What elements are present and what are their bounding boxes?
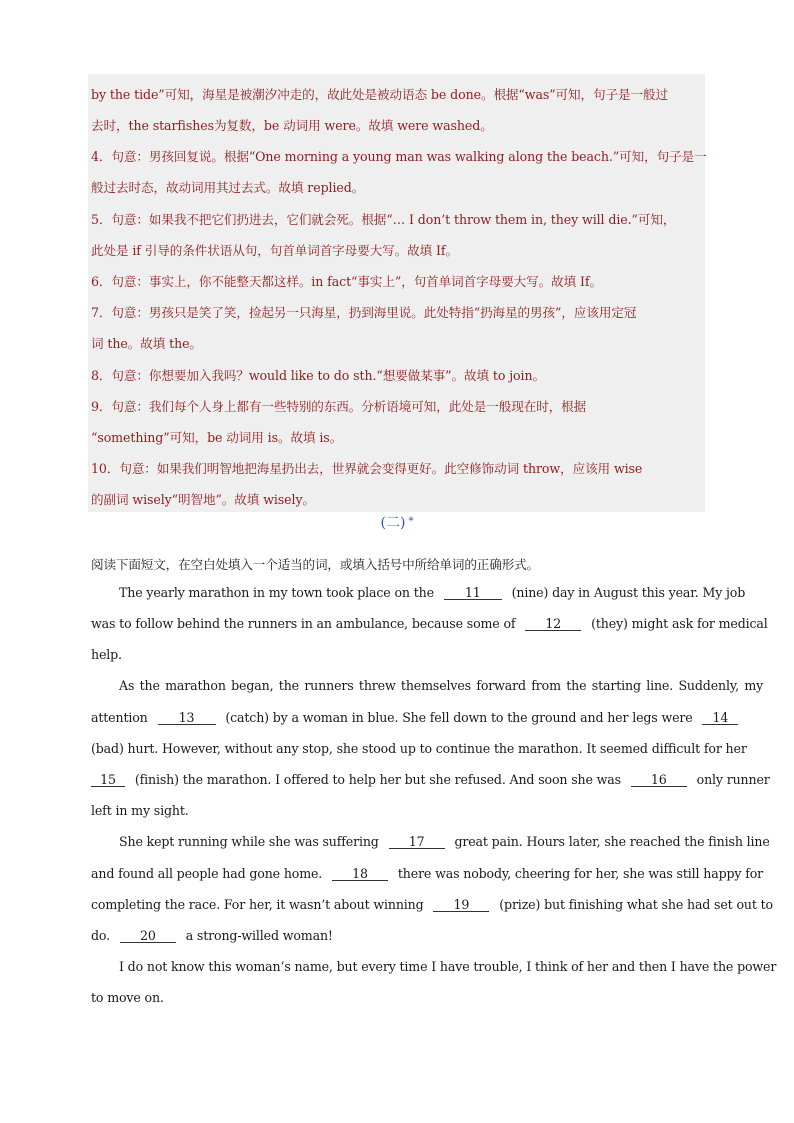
blank-11: 11 (444, 586, 502, 600)
answer-line: 4．句意：男孩回复说。根据“One morning a young man was walking along the beach.”可知，句子是一 (91, 149, 707, 164)
passage-text: (nine) day in August this year. My job (511, 585, 746, 600)
passage-text: and found all people had gone home. (91, 866, 323, 881)
passage-line (91, 928, 333, 943)
blank-18: 18 (332, 867, 388, 881)
answer-line: 10．句意：如果我们明智地把海星扔出去，世界就会变得更好。此空修饰动词 throw，应该用 wise (91, 461, 643, 476)
passage-line (91, 710, 738, 725)
passage-line: to move on. (91, 990, 164, 1005)
passage-line: left in my sight. (91, 803, 189, 818)
blank-17: 17 (389, 835, 445, 849)
blank-16: 16 (631, 773, 687, 787)
passage-text: (finish) the marathon. I offered to help her but she refused. And soon she was (134, 772, 621, 787)
section-title (0, 512, 794, 532)
blank-20: 20 (120, 929, 176, 943)
passage-text: great pain. Hours later, she reached the finish line (454, 834, 770, 849)
answer-line: 6．句意：事实上，你不能整天都这样。in fact“事实上”，句首单词首字母要大写。故填 If。 (91, 274, 602, 289)
answer-line: 9．句意：我们每个人身上都有一些特别的东西。分析语境可知，此处是一般现在时，根据 (91, 399, 587, 414)
passage-line: I do not know this woman’s name, but every time I have trouble, I think of her and then I have the power (119, 959, 777, 974)
passage-text: completing the race. For her, it wasn’t about winning (91, 897, 424, 912)
blank-15: 15 (91, 773, 125, 787)
passage-text: attention (91, 710, 148, 725)
answer-line: 5．句意：如果我不把它们扔进去，它们就会死。根据“… I don’t throw them in, they will die.”可知， (91, 212, 676, 227)
passage-text: (prize) but finishing what she had set out to (499, 897, 773, 912)
answer-explanation-box (88, 74, 705, 512)
answer-line: 去时，the starfishes为复数，be 动词用 were。故填 were washed。 (91, 118, 493, 133)
passage-text: (they) might ask for medical (591, 616, 768, 631)
blank-14: 14 (702, 711, 738, 725)
passage-line (91, 616, 768, 631)
passage-text: do. (91, 928, 110, 943)
passage-line (119, 585, 745, 600)
instruction: 阅读下面短文，在空白处填入一个适当的词，或填入括号中所给单词的正确形式。 (91, 557, 539, 572)
blank-19: 19 (433, 898, 489, 912)
passage-text: The yearly marathon in my town took place on the (119, 585, 434, 600)
passage-line (91, 897, 773, 912)
answer-line: 的副词 wisely“明智地”。故填 wisely。 (91, 492, 315, 507)
answer-line: 7．句意：男孩只是笑了笑，捡起另一只海星，扔到海里说。此处特指“扔海星的男孩”，应该用定冠 (91, 305, 637, 320)
passage-line: help. (91, 647, 122, 662)
answer-line: “something”可知，be 动词用 is。故填 is。 (91, 430, 343, 445)
passage-text: She kept running while she was suffering (119, 834, 379, 849)
passage-line (119, 834, 770, 849)
blank-13: 13 (158, 711, 216, 725)
passage-line: As the marathon began, the runners threw themselves forward from the starting line. Suddenly, my (119, 678, 764, 693)
answer-line: 般过去时态，故动词用其过去式。故填 replied。 (91, 180, 365, 195)
passage-text: (catch) by a woman in blue. She fell down to the ground and her legs were (225, 710, 693, 725)
passage-text: there was nobody, cheering for her, she was still happy for (397, 866, 764, 881)
blank-12: 12 (525, 617, 581, 631)
passage-line (91, 772, 770, 787)
section-title-text: (二) (380, 515, 406, 531)
passage-text: was to follow behind the runners in an ambulance, because some of (91, 616, 516, 631)
answer-line: by the tide”可知，海星是被潮汐冲走的，故此处是被动语态 be done。根据“was”可知，句子是一般过 (91, 87, 668, 102)
star-mark: * (408, 516, 414, 527)
passage-line (91, 866, 763, 881)
answer-line: 8．句意：你想要加入我吗？would like to do sth.“想要做某事”。故填 to join。 (91, 368, 545, 383)
answer-line: 词 the。故填 the。 (91, 336, 202, 351)
answer-line: 此处是 if 引导的条件状语从句，句首单词首字母要大写。故填 If。 (91, 243, 458, 258)
passage-text: only runner (696, 772, 770, 787)
passage-text: a strong-willed woman! (185, 928, 333, 943)
passage-line: (bad) hurt. However, without any stop, she stood up to continue the marathon. It seemed difficult for her (91, 741, 747, 756)
